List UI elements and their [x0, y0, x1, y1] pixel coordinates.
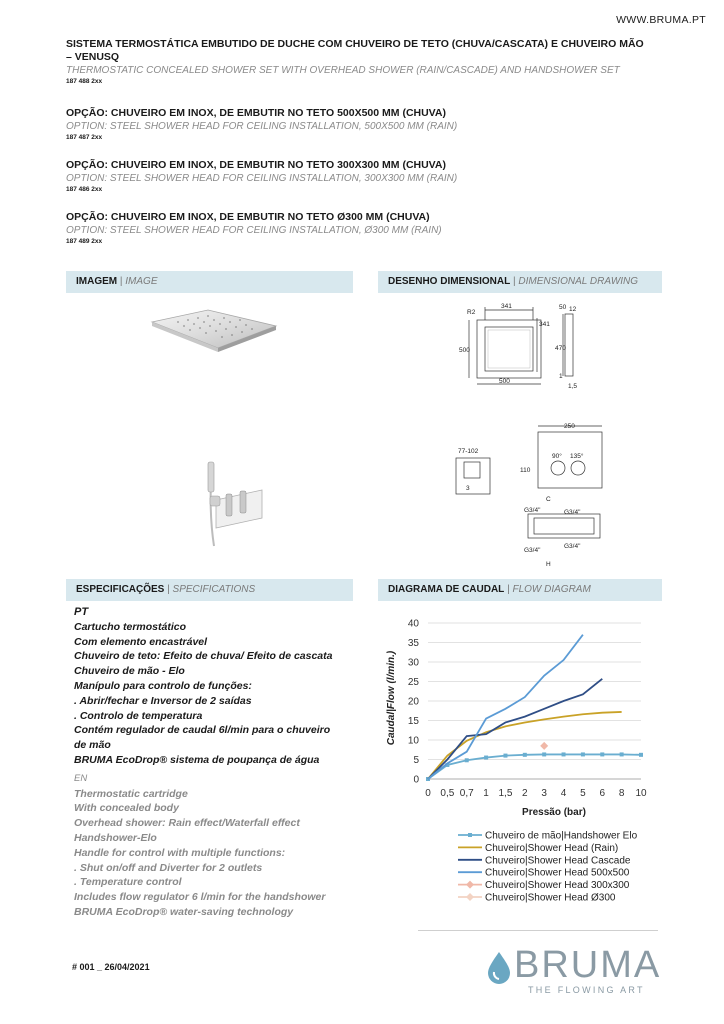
option-code: 187 486 2xx	[66, 186, 103, 193]
y-tick-label: 30	[407, 657, 419, 669]
dim-341-top: 341	[501, 303, 512, 310]
thread-g34-3: G3/4"	[524, 547, 541, 554]
product-code: 187 488 2xx	[66, 78, 103, 85]
x-tick-label: 0,7	[459, 788, 474, 799]
section-separator: |	[507, 584, 510, 595]
dim-r2: R2	[467, 309, 476, 316]
dim-470: 470	[555, 345, 566, 352]
series-line	[428, 712, 622, 779]
spec-line: Chuveiro de mão - Elo	[74, 665, 185, 678]
option-title-pt: OPÇÃO: CHUVEIRO EM INOX, DE EMBUTIR NO TETO Ø300 MM (CHUVA)	[66, 211, 430, 223]
product-main	[66, 38, 686, 86]
section-title-en: FLOW DIAGRAM	[512, 584, 591, 595]
legend-label: Chuveiro|Shower Head (Rain)	[485, 842, 619, 854]
thread-g34-4: G3/4"	[564, 543, 581, 550]
spec-line: Handle for control with multiple functions:	[74, 846, 286, 859]
dimensional-drawing-valve	[448, 418, 618, 568]
dim-12: 12	[569, 306, 577, 313]
spec-line: . Shut on/off and Diverter for 2 outlets	[74, 861, 263, 874]
y-tick-label: 10	[407, 735, 419, 747]
spec-line: With concealed body	[74, 802, 179, 815]
data-point	[581, 752, 585, 756]
spec-pt-list	[74, 620, 364, 768]
dim-1: 1	[559, 373, 563, 380]
section-separator: |	[167, 584, 170, 595]
x-tick-label: 2	[522, 788, 528, 799]
section-bar-flow	[378, 579, 662, 601]
dim-500-bottom: 500	[499, 378, 510, 385]
spec-line: . Abrir/fechar e Inversor de 2 saídas	[74, 694, 252, 707]
y-tick-label: 5	[413, 755, 419, 766]
spec-line: . Temperature control	[74, 876, 182, 889]
y-tick-label: 35	[407, 638, 419, 649]
spec-line: Handshower-Elo	[74, 831, 157, 844]
legend-label: Chuveiro|Shower Head Ø300	[485, 892, 616, 904]
angle-135: 135°	[570, 453, 584, 460]
section-title-pt: DESENHO DIMENSIONAL	[388, 276, 511, 287]
spec-line: Manípulo para controlo de funções:	[74, 679, 252, 692]
option-title-en: OPTION: STEEL SHOWER HEAD FOR CEILING INSTALLATION, 500X500 MM (RAIN)	[66, 121, 458, 132]
chart-y-label: Caudal|Flow (l/min.)	[386, 650, 397, 746]
dim-110: 110	[520, 467, 531, 474]
legend-marker	[466, 893, 474, 901]
section-separator: |	[119, 276, 123, 287]
y-tick-label: 15	[407, 716, 419, 727]
option-code: 187 487 2xx	[66, 134, 103, 141]
legend-label: Chuveiro|Shower Head 300x300	[485, 880, 630, 892]
data-point	[562, 752, 566, 756]
dim-250: 250	[564, 423, 575, 430]
thread-g34-1: G3/4"	[524, 507, 541, 514]
spec-line: de mão	[74, 739, 111, 752]
section-title-en: SPECIFICATIONS	[172, 584, 256, 595]
option-title-pt: OPÇÃO: CHUVEIRO EM INOX, DE EMBUTIR NO TETO 500X500 MM (CHUVA)	[66, 107, 446, 119]
specifications	[74, 605, 364, 920]
legend-label: Chuveiro|Shower Head Cascade	[485, 855, 631, 867]
footer-divider	[418, 930, 658, 931]
data-point	[639, 753, 643, 757]
product-title-pt-cont: – VENUSQ	[66, 51, 120, 63]
data-point	[540, 742, 548, 750]
dim-500-side: 500	[459, 347, 470, 354]
option-round-300	[66, 211, 686, 246]
series-line	[428, 754, 641, 779]
legend-marker	[466, 881, 474, 889]
spec-line: Contém regulador de caudal 6l/min para o chuveiro	[74, 724, 331, 737]
option-300	[66, 159, 686, 194]
flow-chart	[378, 606, 668, 906]
section-title-pt: IMAGEM	[76, 276, 118, 287]
legend-marker	[468, 833, 472, 837]
thread-g34-2: G3/4"	[564, 509, 581, 516]
data-point	[600, 752, 604, 756]
spec-line: Overhead shower: Rain effect/Waterfall effect	[74, 817, 300, 830]
brand-tagline: THE FLOWING ART	[528, 985, 645, 995]
chart-series-group	[426, 635, 643, 781]
chart-x-label: Pressão (bar)	[522, 807, 586, 818]
y-tick-label: 0	[413, 774, 419, 786]
spec-line: Chuveiro de teto: Efeito de chuva/ Efeito de cascata	[74, 650, 333, 663]
y-tick-label: 25	[407, 677, 419, 688]
x-tick-label: 5	[580, 788, 586, 799]
x-tick-label: 10	[635, 788, 647, 799]
chart-x-ticks	[425, 788, 647, 799]
section-bar-image	[66, 271, 353, 293]
x-tick-label: 4	[560, 788, 567, 799]
spec-en-list	[74, 787, 364, 920]
dim-50: 50	[559, 304, 567, 311]
chart-y-ticks	[408, 619, 420, 786]
product-title-pt: SISTEMA TERMOSTÁTICA EMBUTIDO DE DUCHE COM CHUVEIRO DE TETO (CHUVA/CASCATA) E CHUVEIRO MÃO	[66, 38, 644, 50]
spec-line: BRUMA EcoDrop® water-saving technology	[74, 905, 294, 918]
document-number: # 001 _ 26/04/2021	[72, 962, 150, 972]
overhead-shower-image	[148, 308, 280, 356]
data-point	[542, 752, 546, 756]
option-code: 187 489 2xx	[66, 238, 103, 245]
dim-341-side: 341	[539, 321, 550, 328]
section-title-pt: DIAGRAMA DE CAUDAL	[388, 584, 505, 595]
legend-label: Chuveiro de mão|Handshower Elo	[485, 830, 638, 842]
section-title-en: DIMENSIONAL DRAWING	[518, 276, 639, 287]
legend-label: Chuveiro|Shower Head 500x500	[485, 867, 630, 879]
data-point	[620, 752, 624, 756]
angle-90: 90°	[552, 453, 562, 460]
spec-line: Thermostatic cartridge	[74, 787, 188, 800]
dim-3: 3	[466, 485, 470, 492]
option-title-pt: OPÇÃO: CHUVEIRO EM INOX, DE EMBUTIR NO TETO 300X300 MM (CHUVA)	[66, 159, 446, 171]
y-tick-label: 40	[407, 618, 419, 630]
x-tick-label: 0	[425, 788, 431, 799]
spec-line: Com elemento encastrável	[74, 635, 208, 648]
data-point	[503, 754, 507, 758]
option-title-en: OPTION: STEEL SHOWER HEAD FOR CEILING INSTALLATION, Ø300 MM (RAIN)	[66, 225, 442, 236]
valve-handshower-image	[200, 460, 266, 552]
x-tick-label: 0,5	[440, 788, 455, 799]
product-title-en: THERMOSTATIC CONCEALED SHOWER SET WITH OVERHEAD SHOWER (RAIN/CASCADE) AND HANDSHOWER SET	[66, 65, 620, 76]
data-point	[523, 753, 527, 757]
data-point	[484, 756, 488, 760]
dim-h: H	[546, 561, 551, 568]
spec-line: Cartucho termostático	[74, 620, 187, 633]
section-title-pt: ESPECIFICAÇÕES	[76, 584, 165, 595]
section-separator: |	[513, 276, 516, 287]
spec-pt-label: PT	[74, 606, 89, 618]
section-bar-specs	[66, 579, 353, 601]
spec-line: Includes flow regulator 6 l/min for the handshower	[74, 891, 326, 904]
spec-line: BRUMA EcoDrop® sistema de poupança de água	[74, 753, 320, 766]
dimensional-drawing-ceiling	[455, 300, 595, 394]
option-title-en: OPTION: STEEL SHOWER HEAD FOR CEILING INSTALLATION, 300X300 MM (RAIN)	[66, 173, 458, 184]
spec-en-label: EN	[74, 772, 88, 784]
brand-logo-text: BRUMA	[514, 944, 662, 986]
website-url: WWW.BRUMA.PT	[616, 14, 706, 26]
x-tick-label: 8	[618, 788, 625, 799]
dim-c: C	[546, 496, 551, 503]
option-500	[66, 107, 686, 142]
x-tick-label: 1	[483, 788, 489, 799]
data-point	[465, 758, 469, 762]
chart-legend	[458, 831, 638, 904]
x-tick-label: 3	[541, 788, 547, 799]
x-tick-label: 1,5	[498, 788, 513, 799]
dim-77-102: 77-102	[458, 448, 479, 455]
y-tick-label: 20	[407, 696, 419, 708]
section-bar-drawing	[378, 271, 662, 293]
spec-line: . Controlo de temperatura	[74, 709, 203, 722]
section-title-en: IMAGE	[125, 276, 158, 287]
dim-1-5: 1,5	[568, 383, 578, 390]
water-drop-logo-icon	[486, 950, 512, 984]
x-tick-label: 6	[599, 788, 606, 799]
